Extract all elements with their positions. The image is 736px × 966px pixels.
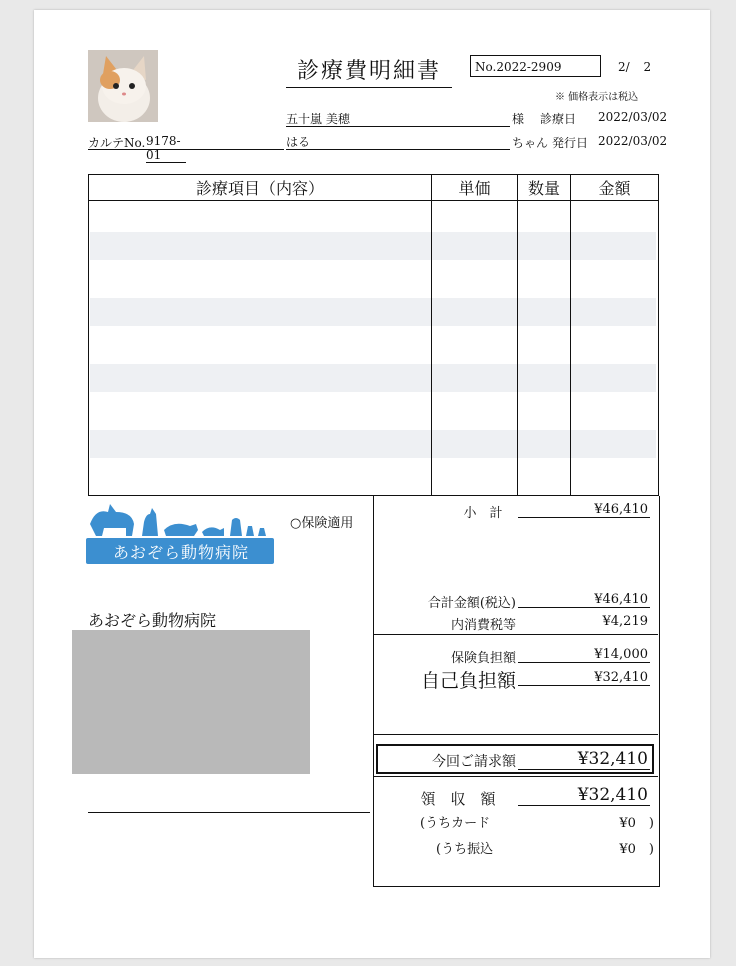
signature-line — [88, 812, 370, 813]
clinic-name: あおぞら動物病院 — [88, 611, 217, 630]
redacted-address — [72, 630, 310, 774]
items-table — [88, 174, 659, 496]
document-number: No.2022-2909 — [470, 55, 601, 77]
divider — [373, 634, 658, 635]
transfer-value: ¥0 ) — [619, 842, 654, 857]
pet-suffix: ちゃん — [512, 136, 549, 150]
billing-label: 今回ご請求額 — [432, 754, 516, 770]
transfer-label: (うち振込 — [436, 842, 494, 857]
self-pay-value: ¥32,410 — [518, 670, 650, 686]
table-cell — [571, 201, 659, 496]
tax-note: ※ 価格表示は税込 — [555, 92, 639, 103]
chart-no: 9178-01 — [146, 134, 186, 163]
pet-photo — [88, 50, 158, 122]
tax-value: ¥4,219 — [602, 614, 648, 629]
chart-no-label: カルテNo. — [88, 136, 146, 150]
divider — [373, 734, 658, 735]
billing-value: ¥32,410 — [518, 749, 650, 770]
self-pay-label: 自己負担額 — [420, 670, 516, 692]
insurance-share-value: ¥14,000 — [518, 647, 650, 663]
clinic-logo-text: あおぞら動物病院 — [112, 543, 249, 562]
table-cell — [518, 201, 571, 496]
document-title: 診療費明細書 — [286, 54, 452, 88]
visit-date: 2022/03/02 — [598, 110, 668, 124]
header-amount: 金額 — [571, 175, 659, 201]
owner-suffix: 様 — [512, 112, 525, 126]
page-number: 2/ 2 — [618, 60, 652, 74]
table-cell — [89, 201, 432, 496]
total-label: 合計金額(税込) — [427, 596, 516, 611]
chart-underline — [88, 149, 284, 150]
subtotal-label: 小 計 — [463, 506, 503, 521]
owner-name: 五十嵐 美穂 — [286, 110, 510, 127]
receipt-value: ¥32,410 — [518, 785, 650, 806]
insurance-share-label: 保険負担額 — [450, 651, 516, 666]
issue-date-label: 発行日 — [552, 136, 589, 150]
card-value: ¥0 ) — [619, 816, 654, 831]
pet-name: はる — [286, 133, 510, 150]
issue-date: 2022/03/02 — [598, 134, 668, 148]
visit-date-label: 診療日 — [540, 112, 577, 126]
card-label: (うちカード — [420, 816, 491, 831]
divider — [373, 776, 658, 777]
subtotal-value: ¥46,410 — [518, 502, 650, 518]
total-value: ¥46,410 — [518, 592, 650, 608]
clinic-logo — [86, 502, 276, 566]
receipt-label: 領 収 額 — [420, 790, 496, 808]
header-quantity: 数量 — [518, 175, 571, 201]
header-item: 診療項目（内容） — [89, 175, 432, 201]
header-unit-price: 単価 — [432, 175, 518, 201]
insurance-label: ○保険適用 — [290, 516, 354, 531]
table-cell — [432, 201, 518, 496]
tax-label: 内消費税等 — [450, 618, 516, 633]
